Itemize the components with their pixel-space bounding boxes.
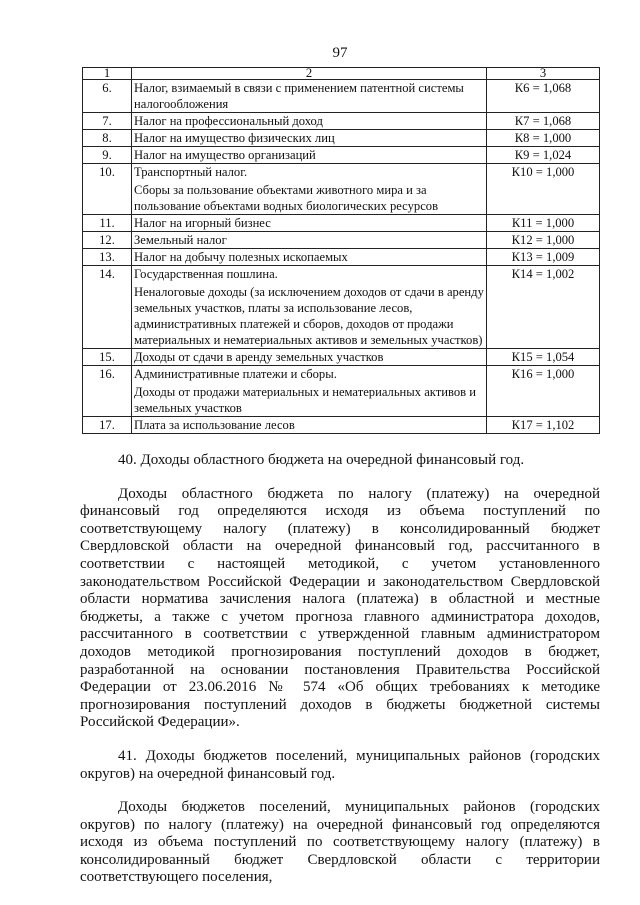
page-number: 97: [332, 45, 348, 61]
row-number: 10.: [83, 164, 132, 215]
table-row: [83, 249, 600, 266]
table-row: [83, 113, 600, 130]
coefficient-value: К8 = 1,000: [487, 130, 600, 147]
coefficient-value: К10 = 1,000: [487, 164, 600, 215]
table-row: [83, 266, 600, 349]
section-41-body: [80, 799, 600, 887]
paragraph: Доходы бюджетов поселений, муниципальных районов (городских округов) по налогу (платежу) на очередной финансовый год определяются исходя из объема поступлений по соответствующему налогу (платежу) в консолидированный бюджет Свердловской области с территории соответствующего поселения,: [80, 799, 600, 886]
coefficient-value: К6 = 1,068: [487, 80, 600, 113]
coefficient-value: К12 = 1,000: [487, 232, 600, 249]
income-type-line: Налог на добычу полезных ископаемых: [134, 250, 348, 264]
header-cell: 2: [132, 68, 487, 80]
header-cell: 1: [83, 68, 132, 80]
row-number: 9.: [83, 147, 132, 164]
income-type-line: Плата за использование лесов: [134, 418, 295, 432]
paragraph: 40. Доходы областного бюджета на очередной финансовый год.: [118, 452, 525, 468]
coefficient-value: К7 = 1,068: [487, 113, 600, 130]
paragraph: 41. Доходы бюджетов поселений, муниципальных районов (городских округов) на очередной финансовый год.: [80, 747, 600, 782]
income-type: [132, 232, 487, 249]
income-type-line: Налог на имущество организаций: [134, 148, 316, 162]
income-type: [132, 349, 487, 366]
income-type-line: Государственная пошлина.: [134, 267, 278, 281]
income-type-line: Налог на имущество физических лиц: [134, 131, 335, 145]
row-number: 8.: [83, 130, 132, 147]
row-number: 15.: [83, 349, 132, 366]
income-type: [132, 113, 487, 130]
coefficient-value: К16 = 1,000: [487, 366, 600, 417]
income-type: [132, 80, 487, 113]
coefficient-value: К9 = 1,024: [487, 147, 600, 164]
income-type-line: Налог на игорный бизнес: [134, 216, 271, 230]
coefficient-value: К14 = 1,002: [487, 266, 600, 349]
section-40-body: [80, 486, 600, 732]
income-type-line: Административные платежи и сборы.: [134, 367, 337, 381]
income-type: [132, 249, 487, 266]
income-type: [132, 164, 487, 215]
row-number: 6.: [83, 80, 132, 113]
table-row: [83, 232, 600, 249]
table-row: [83, 349, 600, 366]
row-number: 16.: [83, 366, 132, 417]
table-row: [83, 366, 600, 417]
row-number: 14.: [83, 266, 132, 349]
table-row: [83, 164, 600, 215]
income-type: [132, 417, 487, 434]
row-number: 17.: [83, 417, 132, 434]
income-type: [132, 215, 487, 232]
row-number: 11.: [83, 215, 132, 232]
page-content: [80, 44, 600, 887]
paragraph: Доходы областного бюджета по налогу (платежу) на очередной финансовый год определяются исходя из объема поступлений по соответствующему налогу (платежу) в консолидированный бюджет Свердловской области на очередной финансовый год, рассчитанного в соответствии с настоящей методикой, с учетом установленного законодательством Российской Федерации и законодательством Свердловской области норматива зачисления налога (платежа) в областной и местные бюджеты, а также с учетом прогноза главного администратора доходов, рассчитанного в соответствии с утвержденной главным администратором доходов методикой прогнозирования поступлений доходов в бюджет, разработанной на основании постановления Правительства Российской Федерации от 23.06.2016 № 574 «Об общих требованиях к методике прогнозирования поступлений доходов в бюджеты бюджетной системы Российской Федерации».: [80, 485, 600, 731]
coefficient-value: К13 = 1,009: [487, 249, 600, 266]
table-header-row: [83, 68, 600, 80]
income-type: [132, 266, 487, 349]
table-row: [83, 80, 600, 113]
section-41-heading: [80, 748, 600, 783]
coefficient-value: К17 = 1,102: [487, 417, 600, 434]
table-row: [83, 147, 600, 164]
income-type: [132, 366, 487, 417]
income-type-line: Сборы за пользование объектами животного мира и за пользование объектами водных биологических ресурсов: [134, 183, 439, 213]
table-row: [83, 130, 600, 147]
row-number: 13.: [83, 249, 132, 266]
income-type-line: Неналоговые доходы (за исключением доходов от сдачи в аренду земельных участков, платы за использование лесов, административных платежей и сборов, доходов от продажи материальных и нематериальных активов и земельных участков): [134, 285, 484, 347]
section-40-heading: [80, 452, 600, 470]
income-type: [132, 147, 487, 164]
income-type-line: Налог, взимаемый в связи с применением патентной системы налогообложения: [134, 81, 464, 111]
income-type-line: Доходы от продажи материальных и нематериальных активов и земельных участков: [134, 385, 476, 415]
coefficient-value: К11 = 1,000: [487, 215, 600, 232]
income-type-line: Транспортный налог.: [134, 165, 248, 179]
row-number: 7.: [83, 113, 132, 130]
income-type-line: Доходы от сдачи в аренду земельных участков: [134, 350, 384, 364]
header-cell: 3: [487, 68, 600, 80]
income-type-line: Земельный налог: [134, 233, 227, 247]
income-type: [132, 130, 487, 147]
table-row: [83, 215, 600, 232]
coefficients-table: [82, 67, 600, 434]
coefficient-value: К15 = 1,054: [487, 349, 600, 366]
row-number: 12.: [83, 232, 132, 249]
income-type-line: Налог на профессиональный доход: [134, 114, 323, 128]
table-row: [83, 417, 600, 434]
